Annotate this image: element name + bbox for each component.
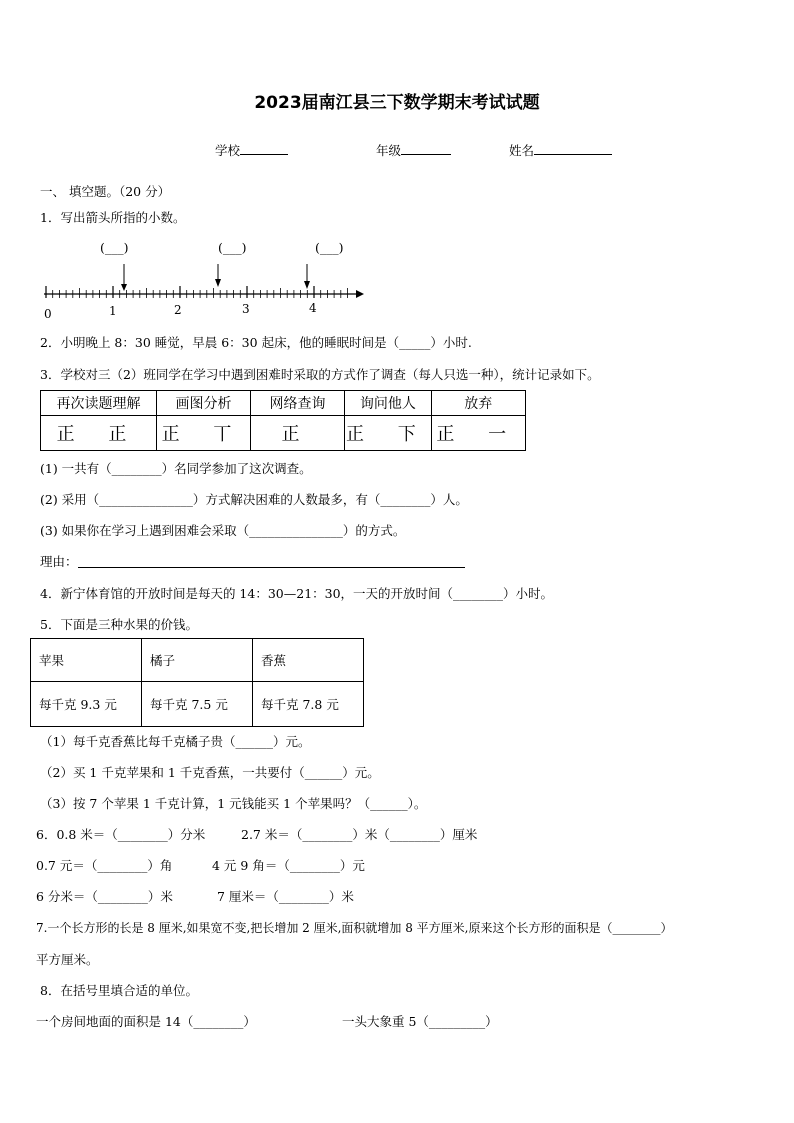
tick-label-3: 3 (242, 302, 250, 316)
tally-header: 网络查询 (251, 391, 345, 416)
question-3-sub-3: (3) 如果你在学习上遇到困难会采取（_______________）的方式。 (40, 523, 406, 538)
reason-label: 理由： (40, 554, 78, 569)
question-6-line-3a: 6 分米＝（________）米 (36, 889, 173, 904)
tally-table (40, 390, 526, 451)
question-5-sub-1: （1）每千克香蕉比每千克橘子贵（______）元。 (40, 734, 311, 749)
question-6-line-3b: 7 厘米＝（________）米 (217, 889, 354, 904)
question-8-b: 一头大象重 5（_________） (342, 1014, 498, 1029)
question-5: 5．下面是三种水果的价钱。 (40, 617, 198, 632)
tick-label-1: 1 (109, 304, 117, 318)
question-1: 1．写出箭头所指的小数。 (40, 210, 186, 225)
question-6-line-2b: 4 元 9 角＝（________）元 (212, 858, 365, 873)
question-3: 3．学校对三（2）班同学在学习中遇到困难时采取的方式作了调查（每人只选一种），统计记录如下。 (40, 367, 600, 382)
tally-header: 放弃 (431, 391, 525, 416)
question-3-sub-2: (2) 采用（_______________）方式解决困难的人数最多，有（________）人。 (40, 492, 468, 507)
fruit-name: 苹果 (31, 639, 142, 682)
tick-label-2: 2 (174, 303, 182, 317)
number-line (38, 258, 368, 320)
reason-field[interactable] (40, 552, 465, 570)
fruit-price: 每千克 7.8 元 (253, 682, 364, 727)
tick-label-4: 4 (309, 301, 317, 315)
tally-marks: 正 下 (345, 416, 432, 451)
question-6-line-2a: 0.7 元＝（________）角 (36, 858, 173, 873)
question-6-line-1a: 6．0.8 米＝（________）分米 (36, 827, 206, 842)
tally-marks: 正 (251, 416, 345, 451)
question-8: 8．在括号里填合适的单位。 (40, 983, 198, 998)
fruit-price: 每千克 9.3 元 (31, 682, 142, 727)
tick-label-0: 0 (44, 307, 52, 320)
grade-label: 年级 (376, 143, 402, 158)
fruit-price: 每千克 7.5 元 (142, 682, 253, 727)
question-7-line-2: 平方厘米。 (36, 952, 99, 967)
tally-marks: 正 一 (431, 416, 525, 451)
question-4: 4．新宁体育馆的开放时间是每天的 14：30—21：30，一天的开放时间（________）小时。 (40, 586, 554, 601)
tally-marks: 正 丅 (157, 416, 251, 451)
tally-marks: 正 正 (41, 416, 157, 451)
fruit-price-table (30, 638, 364, 727)
fruit-name: 橘子 (142, 639, 253, 682)
school-label: 学校 (215, 143, 241, 158)
question-5-sub-2: （2）买 1 千克苹果和 1 千克香蕉，一共要付（______）元。 (40, 765, 380, 780)
fruit-name: 香蕉 (253, 639, 364, 682)
question-6-line-1b: 2.7 米＝（________）米（________）厘米 (241, 827, 478, 842)
section-heading: 一、 填空题。（20 分） (40, 184, 171, 199)
page-title: 2023届南江县三下数学期末考试试题 (254, 93, 540, 113)
grade-field[interactable] (376, 141, 451, 159)
q1-blank-2[interactable]: (___) (218, 240, 247, 255)
arrow-head-icon (356, 290, 364, 298)
question-7-line-1: 7.一个长方形的长是 8 厘米,如果宽不变,把长增加 2 厘米,面积就增加 8 平方厘米,原来这个长方形的面积是（________） (36, 921, 673, 935)
q1-blank-3[interactable]: (___) (315, 240, 344, 255)
question-3-sub-1: (1) 一共有（________）名同学参加了这次调查。 (40, 461, 312, 476)
tally-header: 画图分析 (157, 391, 251, 416)
name-label: 姓名 (509, 143, 535, 158)
tally-header: 询问他人 (345, 391, 432, 416)
question-8-a: 一个房间地面的面积是 14（________） (36, 1014, 256, 1029)
question-2: 2．小明晚上 8：30 睡觉，早晨 6：30 起床，他的睡眠时间是（_____）小时. (40, 335, 472, 350)
tally-header: 再次读题理解 (41, 391, 157, 416)
question-5-sub-3: （3）按 7 个苹果 1 千克计算，1 元钱能买 1 个苹果吗？（______）。 (40, 796, 427, 811)
school-field[interactable] (215, 141, 288, 159)
name-field[interactable] (509, 141, 612, 159)
q1-blank-1[interactable]: (___) (100, 240, 129, 255)
